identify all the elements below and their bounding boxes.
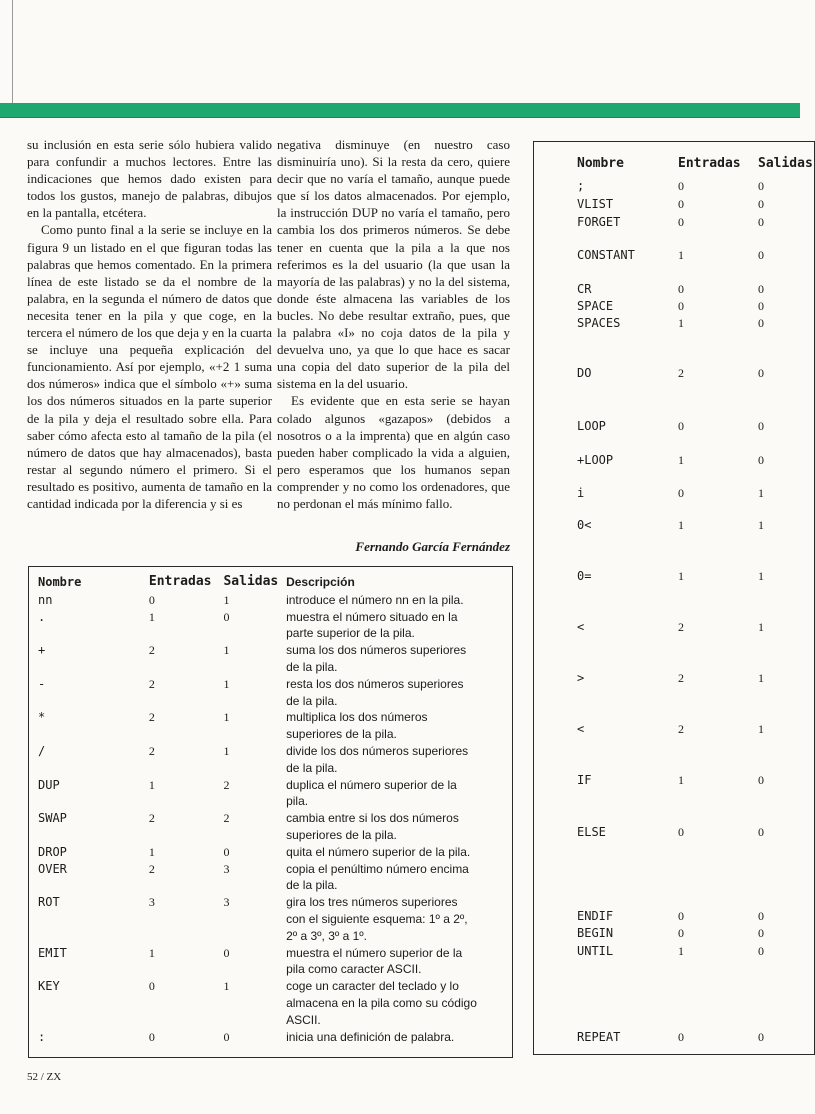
cell-name: FORGET (577, 215, 621, 229)
cell-name: > (577, 671, 585, 685)
word-table-left-grid (38, 574, 508, 1045)
cell-entradas: 2 (678, 366, 684, 380)
table-row (534, 316, 814, 333)
cell-name: 0= (577, 569, 592, 583)
description-line: con el siguiente esquema: 1º a 2º, (286, 911, 468, 926)
cell-name: CR (577, 282, 592, 296)
table-row (534, 722, 814, 739)
cell-descripcion (286, 894, 508, 944)
description-line: de la pila. (286, 659, 338, 674)
table-row (534, 569, 814, 586)
cell-name: CONSTANT (577, 248, 635, 262)
table-row (534, 419, 814, 436)
cell-entradas: 2 (148, 676, 155, 691)
table-row (38, 642, 508, 676)
description-line: coge un caracter del teclado y lo (286, 979, 459, 994)
description-line: de la pila. (286, 878, 338, 893)
cell-entradas: 2 (148, 861, 155, 876)
cell-name: SPACES (577, 316, 621, 330)
description-line: superiores de la pila. (286, 727, 397, 742)
cell-entradas: 0 (148, 592, 155, 607)
cell-entradas: 2 (678, 671, 684, 685)
cell-name: * (38, 710, 46, 725)
cell-salidas: 0 (758, 197, 764, 211)
table-row (534, 926, 814, 943)
cell-descripcion (286, 945, 508, 979)
table-row (38, 609, 508, 643)
cell-salidas: 1 (758, 569, 764, 583)
cell-entradas: 1 (678, 773, 684, 787)
cell-salidas: 1 (758, 671, 764, 685)
table-row (534, 179, 814, 196)
description-line: superiores de la pila. (286, 827, 397, 842)
header-salidas: Salidas (223, 574, 279, 589)
cell-salidas: 1 (758, 486, 764, 500)
cell-descripcion (286, 777, 508, 811)
description-line: parte superior de la pila. (286, 626, 415, 641)
cell-name: / (38, 743, 46, 758)
cell-descripcion (286, 592, 508, 609)
cell-entradas: 0 (678, 197, 684, 211)
description-line: cambia entre si los dos números (286, 811, 459, 826)
description-line: inicia una definición de palabra. (286, 1029, 455, 1044)
cell-name: LOOP (577, 419, 606, 433)
header-entradas: Entradas (148, 574, 212, 589)
cell-name: DUP (38, 777, 60, 792)
word-table-right (533, 141, 815, 1055)
cell-name: BEGIN (577, 926, 614, 940)
table-row (38, 1029, 508, 1046)
cell-entradas: 1 (148, 777, 155, 792)
cell-name: + (38, 643, 46, 658)
cell-salidas: 1 (758, 620, 764, 634)
cell-entradas: 0 (678, 419, 684, 433)
cell-entradas: 0 (148, 1029, 155, 1044)
table-row (534, 366, 814, 383)
table-row (534, 671, 814, 688)
cell-name: UNTIL (577, 944, 614, 958)
description-line: pila como caracter ASCII. (286, 962, 422, 977)
cell-entradas: 1 (678, 453, 684, 467)
description-line: 2º a 3º, 3º a 1º. (286, 928, 368, 943)
cell-salidas: 3 (223, 861, 230, 876)
table-row (38, 844, 508, 861)
page-footer: 52 / ZX (27, 1071, 62, 1083)
description-line: pila. (286, 794, 309, 809)
description-line: de la pila. (286, 760, 338, 775)
cell-descripcion (286, 978, 508, 1028)
cell-name: SWAP (38, 811, 67, 826)
author-signature: Fernando García Fernández (355, 539, 510, 554)
cell-entradas: 0 (678, 215, 684, 229)
description-line: resta los dos números superiores (286, 676, 464, 691)
cell-descripcion (286, 642, 508, 676)
description-line: de la pila. (286, 693, 338, 708)
cell-salidas: 0 (758, 1030, 764, 1044)
cell-salidas: 2 (223, 811, 230, 826)
table-row (38, 743, 508, 777)
cell-salidas: 0 (758, 909, 764, 923)
description-line: multiplica los dos números (286, 710, 428, 725)
cell-salidas: 1 (758, 722, 764, 736)
table-row (534, 620, 814, 637)
description-line: ASCII. (286, 1012, 321, 1027)
cell-entradas: 2 (148, 743, 155, 758)
cell-salidas: 1 (223, 592, 230, 607)
table-row (38, 810, 508, 844)
cell-descripcion (286, 810, 508, 844)
table-row (38, 978, 508, 1028)
cell-name: : (38, 1029, 46, 1044)
cell-salidas: 1 (223, 676, 230, 691)
cell-name: i (577, 486, 585, 500)
cell-name: 0< (577, 518, 592, 532)
green-band-edge (0, 117, 800, 118)
table-row (38, 777, 508, 811)
table-row (534, 197, 814, 214)
header-nombre: Nombre (577, 156, 624, 171)
top-margin-rule (12, 0, 13, 104)
cell-entradas: 1 (678, 944, 684, 958)
cell-descripcion (286, 676, 508, 710)
cell-name: nn (38, 592, 53, 607)
cell-name: < (577, 722, 585, 736)
description-line: gira los tres números superiores (286, 895, 458, 910)
cell-salidas: 1 (758, 518, 764, 532)
cell-entradas: 1 (148, 945, 155, 960)
cell-entradas: 0 (678, 282, 684, 296)
cell-salidas: 1 (223, 710, 230, 725)
table-row (534, 282, 814, 299)
header-descripcion: Descripción (286, 575, 355, 589)
cell-entradas: 2 (148, 643, 155, 658)
table-row (534, 773, 814, 790)
table-header-row (38, 574, 508, 592)
cell-salidas: 2 (223, 777, 230, 792)
cell-entradas: 2 (148, 811, 155, 826)
table-row (534, 248, 814, 265)
paragraph: negativa disminuye (en nuestro caso disminuiría uno). Si la resta da cero, quiere decir que no varía el tamaño, aunque puede que sí los datos almacenados. Por ejemplo, la instrucción DUP no varía el tamaño, pero cambia los dos primeros números. Se debe tener en cuenta que la pila a la que nos referimos es la del usuario (la que usan la mayoría de las palabras) y no la del sistema, donde éste almacena las variables de los bucles. No debe resultar extraño, pues, que la palabra «I» no coja datos de la pila y devuelva uno, ya que lo que hace es sacar una copia del dato superior de la pila del sistema en la del usuario. (277, 137, 510, 392)
cell-descripcion (286, 609, 508, 643)
description-line: suma los dos números superiores (286, 643, 467, 658)
table-row (534, 215, 814, 232)
table-row (534, 1030, 814, 1047)
cell-name: EMIT (38, 945, 67, 960)
cell-entradas: 0 (678, 909, 684, 923)
cell-salidas: 0 (223, 609, 230, 624)
cell-descripcion (286, 743, 508, 777)
cell-salidas: 0 (758, 419, 764, 433)
cell-name: ROT (38, 895, 60, 910)
cell-entradas: 0 (678, 486, 684, 500)
cell-salidas: 0 (758, 825, 764, 839)
header-nombre: Nombre (38, 575, 82, 589)
cell-name: DROP (38, 844, 67, 859)
table-row (534, 909, 814, 926)
cell-entradas: 2 (678, 722, 684, 736)
article-column-2 (277, 136, 510, 512)
cell-entradas: 0 (148, 979, 155, 994)
cell-salidas: 0 (223, 945, 230, 960)
description-line: muestra el número superior de la (286, 945, 463, 960)
cell-salidas: 3 (223, 895, 230, 910)
description-line: muestra el número situado en la (286, 609, 458, 624)
table-body (38, 592, 508, 1046)
paragraph: Es evidente que en esta serie se hayan colado algunos «gazapos» (debidos a nosotros o a la imprenta) que en algún caso pueden haber complicado la vida a alguien, pero esperamos que los humanos sepan comprender y no como los ordenadores, que no perdonan el más mínimo fallo. (277, 393, 510, 511)
cell-salidas: 0 (223, 1029, 230, 1044)
cell-salidas: 0 (758, 773, 764, 787)
table-row (38, 676, 508, 710)
header-entradas: Entradas (678, 156, 741, 171)
cell-salidas: 0 (758, 453, 764, 467)
cell-salidas: 0 (758, 299, 764, 313)
cell-salidas: 1 (223, 743, 230, 758)
cell-entradas: 0 (678, 179, 684, 193)
description-line: almacena en la pila como su código (286, 995, 477, 1010)
cell-name: ELSE (577, 825, 606, 839)
table-row (38, 861, 508, 895)
cell-entradas: 3 (148, 895, 155, 910)
cell-entradas: 0 (678, 926, 684, 940)
table-row (38, 945, 508, 979)
cell-salidas: 0 (758, 248, 764, 262)
cell-descripcion (286, 1029, 508, 1046)
cell-entradas: 2 (148, 710, 155, 725)
cell-descripcion (286, 844, 508, 861)
paragraph: su inclusión en esta serie sólo hubiera valido para confundir a muchos lectores. Entre las indicaciones que hemos dado existen para todos los gustos, manejo de palabras, dibujos en la pantalla, etcétera. (27, 137, 272, 221)
cell-name: +LOOP (577, 453, 614, 467)
cell-name: SPACE (577, 299, 614, 313)
cell-salidas: 0 (758, 926, 764, 940)
description-line: duplica el número superior de la (286, 777, 457, 792)
cell-name: < (577, 620, 585, 634)
cell-salidas: 0 (223, 844, 230, 859)
table-row (534, 486, 814, 503)
cell-name: DO (577, 366, 592, 380)
cell-entradas: 2 (678, 620, 684, 634)
cell-salidas: 0 (758, 179, 764, 193)
table-row (534, 518, 814, 535)
word-table-left (28, 566, 513, 1058)
cell-name: - (38, 676, 46, 691)
paragraph: Como punto final a la serie se incluye en la figura 9 un listado en el que figuran todas las palabras que hemos comentado. En la primera línea de este listado se da el nombre de la palabra, en la segunda el número de datos que necesita tener en la pila y que coge, en la tercera el número de los que deja y en la cuarta se incluye una pequeña explicación del funcionamiento. Así por ejemplo, «+2 1 suma dos números» indica que el símbolo «+» suma los dos números situados en la parte superior de la pila y deja el resultado sobre ella. Para saber cómo afecta esto al tamaño de la pila (el número de datos que hay almacenados), basta restar al segundo número el primero. Si el resultado es positivo, aumenta de tamaño en la cantidad indicada por la diferencia y si es (27, 222, 272, 511)
cell-salidas: 0 (758, 944, 764, 958)
table-row (38, 592, 508, 609)
cell-salidas: 0 (758, 215, 764, 229)
description-line: quita el número superior de la pila. (286, 844, 471, 859)
cell-name: OVER (38, 861, 67, 876)
cell-name: . (38, 609, 46, 624)
cell-salidas: 0 (758, 366, 764, 380)
cell-name: KEY (38, 979, 60, 994)
article-column-1 (27, 136, 272, 512)
cell-salidas: 1 (223, 979, 230, 994)
table-row (534, 825, 814, 842)
table-row (38, 709, 508, 743)
cell-entradas: 1 (678, 316, 684, 330)
cell-entradas: 1 (678, 518, 684, 532)
table-row (38, 894, 508, 944)
cell-name: ; (577, 179, 585, 193)
cell-salidas: 0 (758, 316, 764, 330)
cell-salidas: 0 (758, 282, 764, 296)
header-salidas: Salidas (758, 156, 813, 171)
cell-descripcion (286, 709, 508, 743)
cell-entradas: 0 (678, 299, 684, 313)
cell-entradas: 0 (678, 825, 684, 839)
cell-salidas: 1 (223, 643, 230, 658)
cell-descripcion (286, 861, 508, 895)
cell-name: VLIST (577, 197, 614, 211)
cell-name: REPEAT (577, 1030, 621, 1044)
cell-name: ENDIF (577, 909, 614, 923)
description-line: divide los dos números superiores (286, 743, 469, 758)
description-line: introduce el número nn en la pila. (286, 592, 464, 607)
cell-entradas: 0 (678, 1030, 684, 1044)
cell-entradas: 1 (678, 248, 684, 262)
cell-entradas: 1 (148, 609, 155, 624)
cell-name: IF (577, 773, 592, 787)
table-row (534, 453, 814, 470)
green-header-band (0, 103, 800, 117)
table-row (534, 944, 814, 961)
description-line: copia el penúltimo número encima (286, 861, 469, 876)
cell-entradas: 1 (678, 569, 684, 583)
cell-entradas: 1 (148, 844, 155, 859)
table-row (534, 299, 814, 316)
